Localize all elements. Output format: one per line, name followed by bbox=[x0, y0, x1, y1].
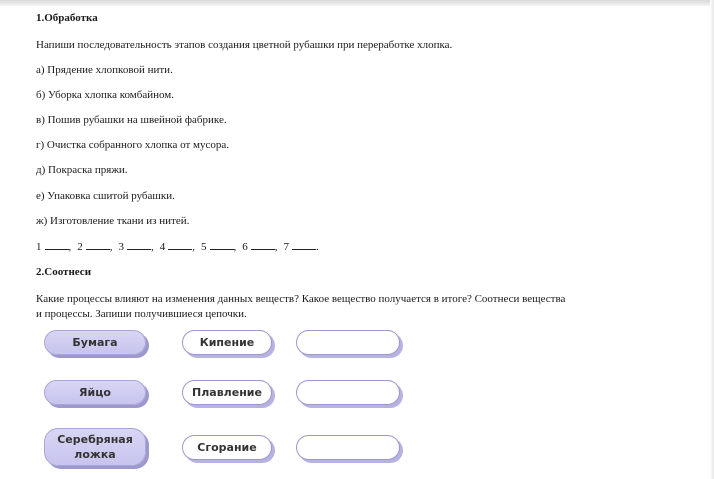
slot-number: 3 bbox=[118, 241, 124, 253]
slot-number: 4 bbox=[159, 241, 166, 253]
sequence-slot-4[interactable]: 4 , bbox=[159, 241, 195, 253]
result-slot-3[interactable] bbox=[296, 435, 400, 460]
answer-blank[interactable] bbox=[210, 240, 234, 250]
step-item-b: б) Уборка хлопка комбайном. bbox=[36, 89, 174, 101]
step-item-zh: ж) Изготовление ткани из нитей. bbox=[36, 215, 190, 227]
result-slot-1[interactable] bbox=[296, 330, 400, 355]
section1-title: 1.Обработка bbox=[36, 12, 98, 24]
question-line-1: Какие процессы влияют на изменения данных веществ? Какое вещество получается в итоге? Соотнеси вещества bbox=[36, 293, 566, 305]
answer-blank[interactable] bbox=[127, 240, 151, 250]
step-item-v: в) Пошив рубашки на швейной фабрике. bbox=[36, 114, 227, 126]
process-boiling[interactable]: Кипение bbox=[182, 330, 272, 355]
top-edge-strip bbox=[0, 0, 714, 6]
slot-number: 7 bbox=[283, 241, 289, 253]
process-melting[interactable]: Плавление bbox=[182, 380, 272, 405]
substance-paper[interactable]: Бумага bbox=[44, 330, 146, 355]
sequence-answer-row bbox=[36, 240, 325, 253]
slot-number: 6 bbox=[242, 241, 248, 253]
step-item-g: г) Очистка собранного хлопка от мусора. bbox=[36, 139, 229, 151]
sequence-slot-2[interactable]: 2 , bbox=[77, 241, 113, 253]
step-item-a: а) Прядение хлопковой нити. bbox=[36, 64, 173, 76]
sequence-slot-5[interactable]: 5 , bbox=[201, 241, 237, 253]
process-burning[interactable]: Сгорание bbox=[182, 435, 272, 460]
sequence-slot-1[interactable]: 1 , bbox=[36, 241, 72, 253]
question-line-2: и процессы. Запиши получившиеся цепочки. bbox=[36, 308, 247, 320]
answer-blank[interactable] bbox=[168, 240, 192, 250]
result-slot-2[interactable] bbox=[296, 380, 400, 405]
answer-blank[interactable] bbox=[251, 240, 275, 250]
slot-number: 1 bbox=[36, 241, 42, 253]
substance-egg[interactable]: Яйцо bbox=[44, 380, 146, 405]
right-edge-shadow bbox=[710, 0, 714, 479]
section2-title: 2.Соотнеси bbox=[36, 266, 92, 278]
sequence-slot-7[interactable]: 7 . bbox=[283, 241, 319, 253]
answer-blank[interactable] bbox=[86, 240, 110, 250]
sequence-slot-3[interactable]: 3 , bbox=[118, 241, 154, 253]
sequence-slot-6[interactable]: 6 , bbox=[242, 241, 278, 253]
section2-question bbox=[36, 292, 686, 322]
slot-number: 5 bbox=[201, 241, 207, 253]
section1-instruction: Напиши последовательность этапов создания цветной рубашки при переработке хлопка. bbox=[36, 39, 453, 51]
step-item-e: е) Упаковка сшитой рубашки. bbox=[36, 190, 175, 202]
answer-blank[interactable] bbox=[45, 240, 69, 250]
step-item-d: д) Покраска пряжи. bbox=[36, 164, 128, 176]
substance-silver-spoon[interactable]: Серебряная ложка bbox=[44, 428, 146, 466]
answer-blank[interactable] bbox=[292, 240, 316, 250]
slot-number: 2 bbox=[77, 241, 83, 253]
